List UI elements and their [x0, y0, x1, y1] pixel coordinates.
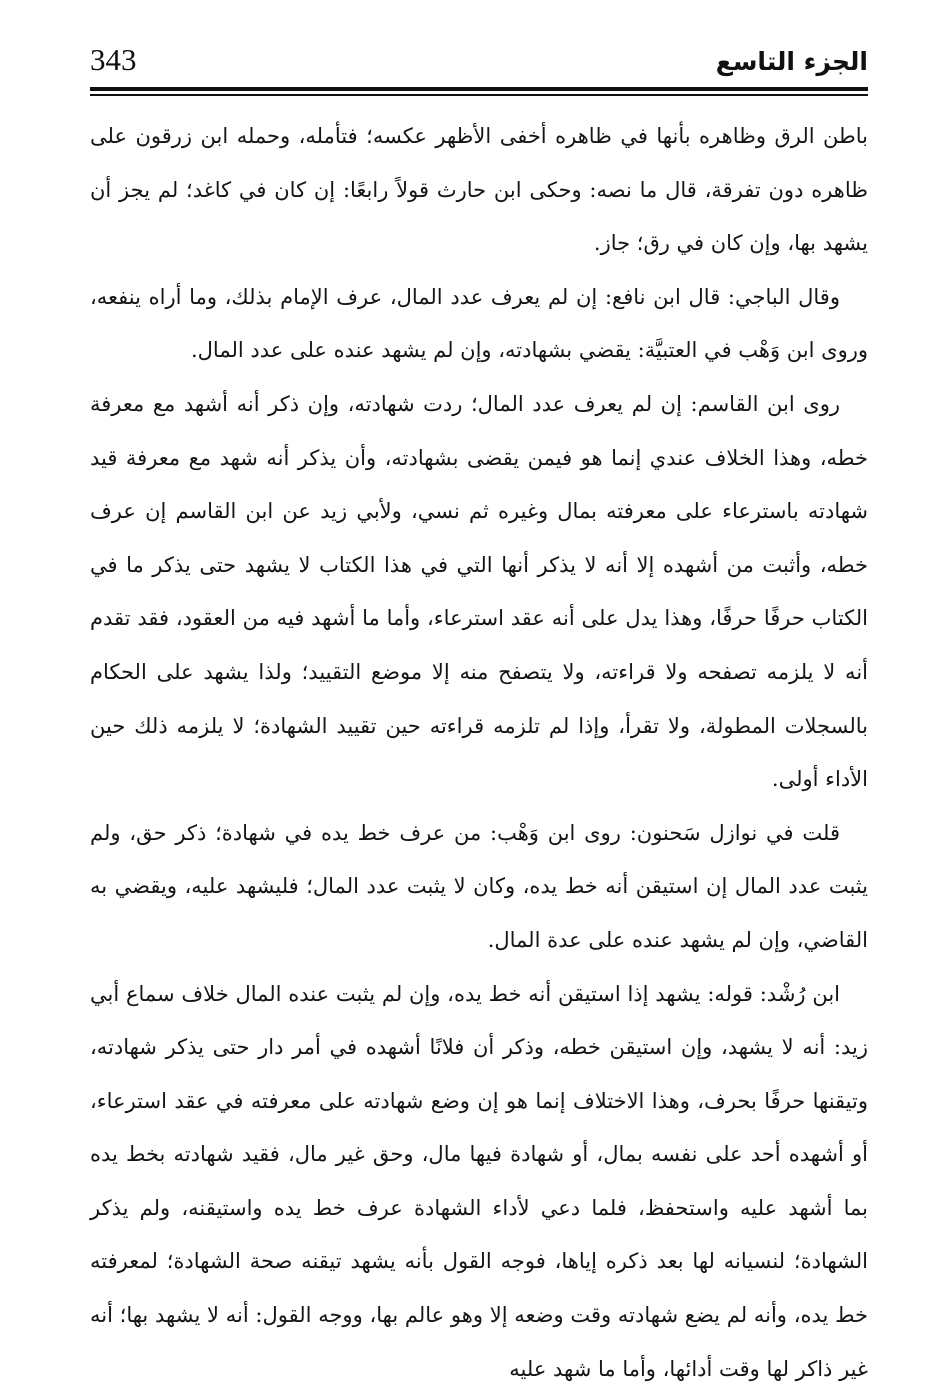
paragraph: ابن رُشْد: قوله: يشهد إذا استيقن أنه خط يده، وإن لم يثبت عنده المال خلاف سماع أبي زيد: أنه لا يشهد، وإن استيقن خطه، وذكر أن فلانًا أشهده في أمر دار حتى يذكر شهادته، وتيقنها حرفًا بحرف، وهذا الاختلاف إنما هو إن وضع شهادته على معرفته في عقد استرعاء، أو أشهده أحد على نفسه بمال، أو شهادة فيها مال، وحق غير مال، فقيد شهادته بخط يده بما أشهد عليه واستحفظ، فلما دعي لأداء الشهادة عرف خط يده واستيقنه، ولم يذكر الشهادة؛ لنسيانه لها بعد ذكره إياها، فوجه القول بأنه يشهد تيقنه صحة الشهادة؛ لمعرفته خط يده، وأنه لم يضع شهادته وقت وضعه إلا وهو عالم بها، ووجه القول: أنه لا يشهد بها؛ أنه غير ذاكر لها وقت أدائها، وأما ما شهد عليه: [90, 968, 868, 1396]
paragraph: وقال الباجي: قال ابن نافع: إن لم يعرف عدد المال، عرف الإمام بذلك، وما أراه ينفعه، وروى ابن وَهْب في العتبيَّة: يقضي بشهادته، وإن لم يشهد عنده على عدد المال.: [90, 271, 868, 378]
body-text: [90, 110, 868, 1396]
running-title: الجزء التاسع: [716, 44, 868, 80]
paragraph: قلت في نوازل سَحنون: روى ابن وَهْب: من عرف خط يده في شهادة؛ ذكر حق، ولم يثبت عدد المال إن استيقن أنه خط يده، وكان لا يثبت عدد المال؛ فليشهد عليه، ويقضي به القاضي، وإن لم يشهد عنده على عدة المال.: [90, 807, 868, 968]
header-rule-thin: [90, 94, 868, 96]
paragraph: روى ابن القاسم: إن لم يعرف عدد المال؛ ردت شهادته، وإن ذكر أنه أشهد مع معرفة خطه، وهذا الخلاف عندي إنما هو فيمن يقضى بشهادته، وأن يذكر أنه شهد مع معرفة قيد شهادته باسترعاء على معرفته بمال وغيره ثم نسي، ولأبي زيد عن ابن القاسم إن عرف خطه، وأثبت من أشهده إلا أنه لا يذكر أنها التي في هذا الكتاب لا يشهد حتى يذكر ما في الكتاب حرفًا حرفًا، وهذا يدل على أنه عقد استرعاء، وأما ما أشهد فيه من العقود، فقد تقدم أنه لا يلزمه تصفحه ولا قراءته، ولا يتصفح منه إلا موضع التقييد؛ ولذا يشهد على الحكام بالسجلات المطولة، ولا تقرأ، وإذا لم تلزمه قراءته حين تقييد الشهادة؛ لا يلزمه ذلك حين الأداء أولى.: [90, 378, 868, 807]
header-rule-thick: [90, 87, 868, 91]
page-header: [90, 40, 868, 84]
paragraph: باطن الرق وظاهره بأنها في ظاهره أخفى الأظهر عكسه؛ فتأمله، وحمله ابن زرقون على ظاهره دون تفرقة، قال ما نصه: وحكى ابن حارث قولاً رابعًا: إن كان في كاغد؛ لم يجز أن يشهد بها، وإن كان في رق؛ جاز.: [90, 110, 868, 271]
page-number: 343: [90, 40, 137, 80]
